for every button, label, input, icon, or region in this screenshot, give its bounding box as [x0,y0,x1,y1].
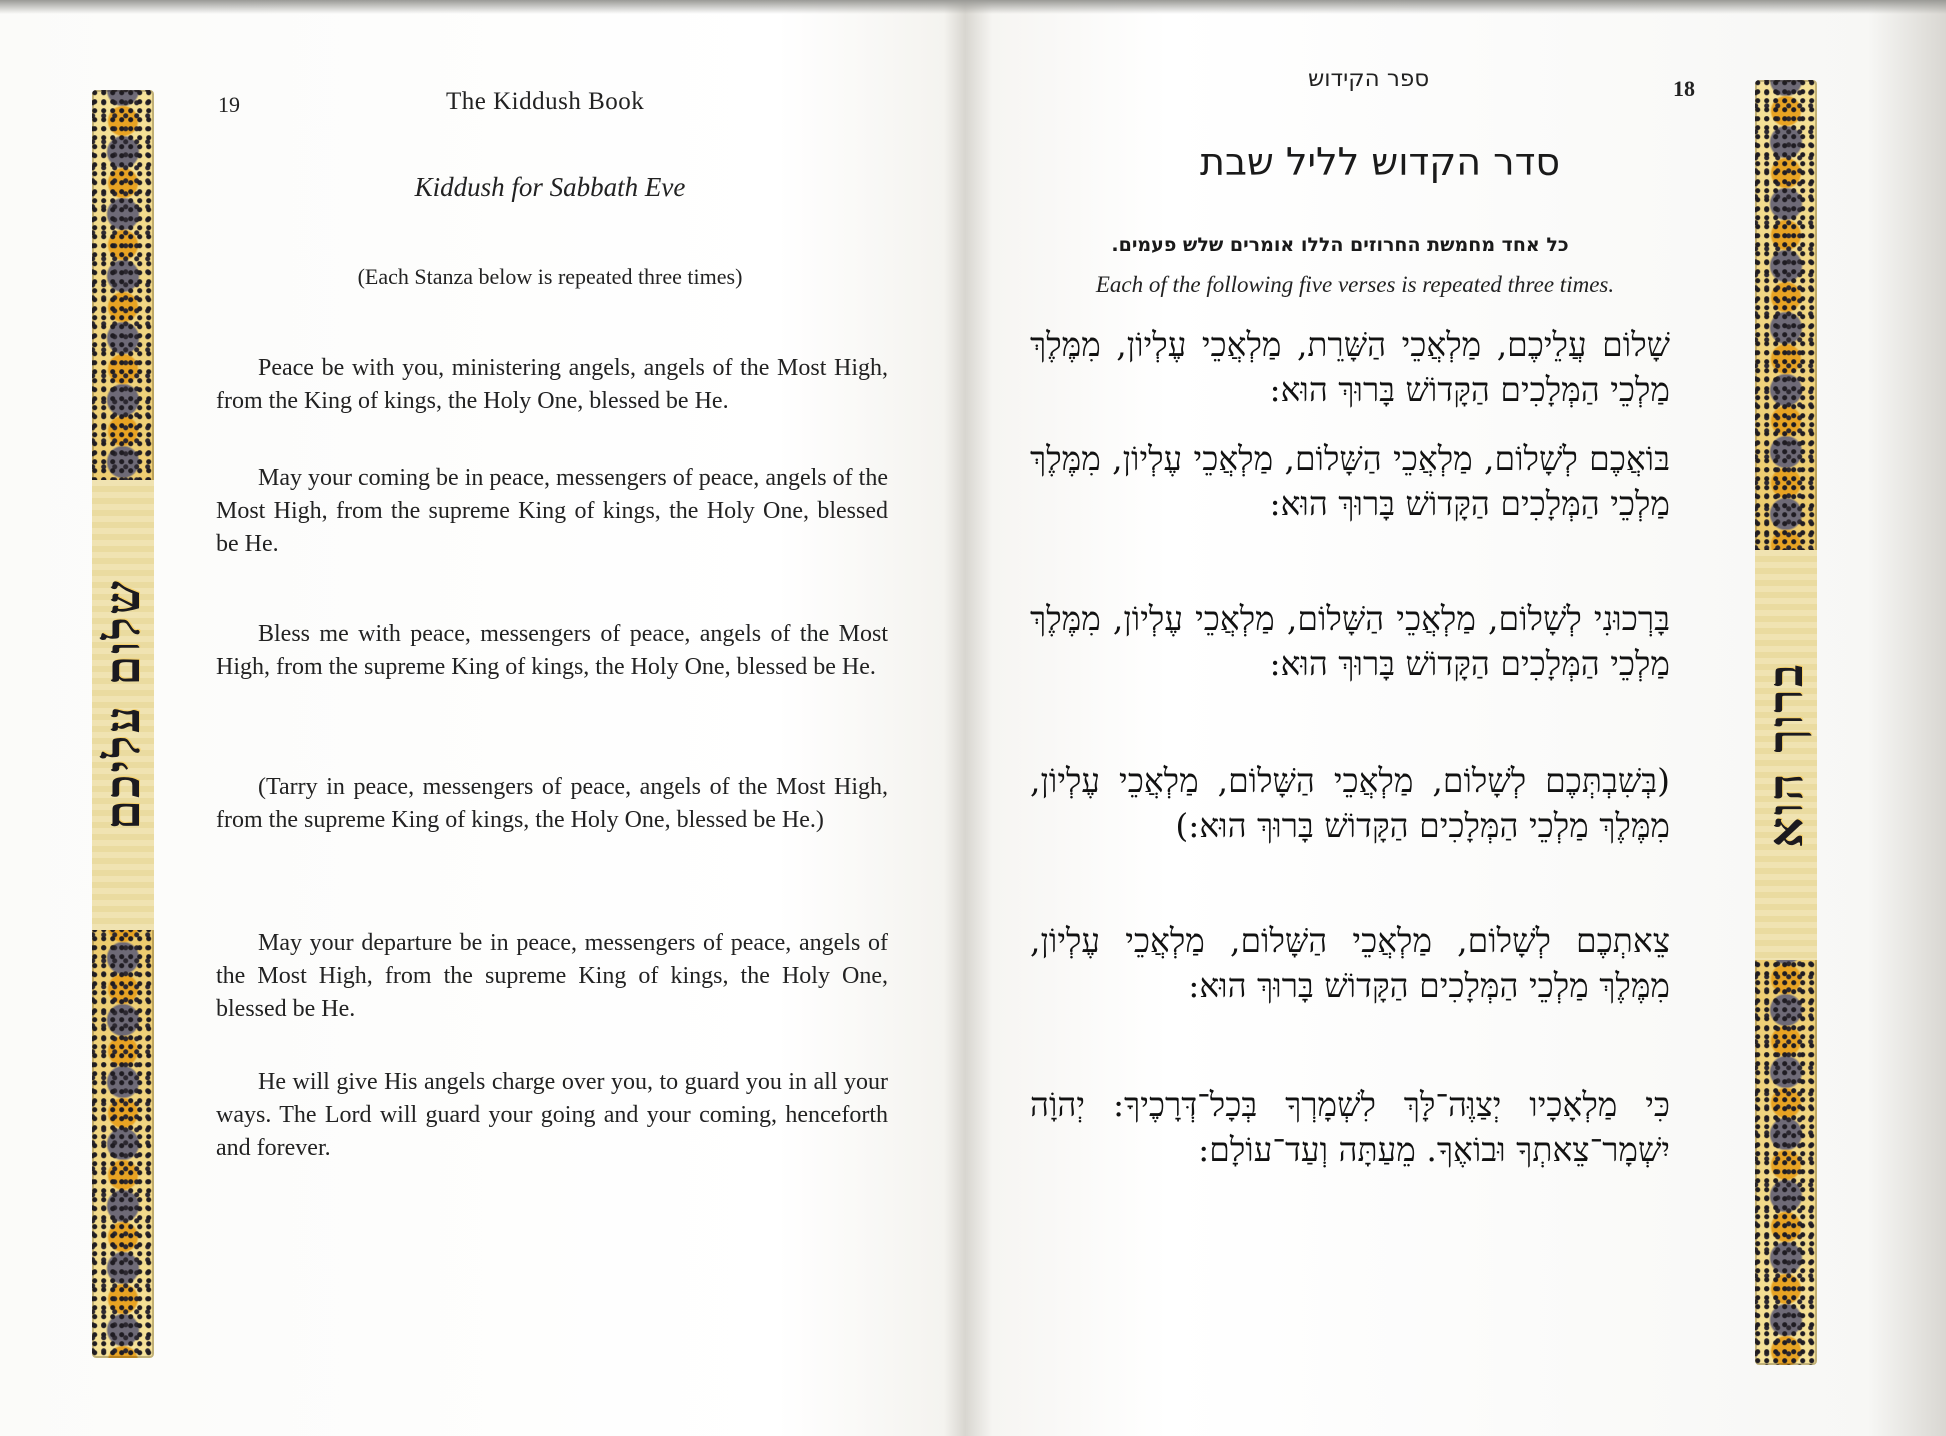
left-page-title: Kiddush for Sabbath Eve [414,172,686,202]
left-page-instruction: (Each Stanza below is repeated three times) [357,264,743,289]
left-page [0,0,965,1436]
stanza-5: May your departure be in peace, messengers of peace, angels of the Most High, from the supreme King of kings, the Holy One, blessed be He. [216,930,888,1022]
hebrew-verse-5: צֵאתְכֶם לְשָׁלוֹם, מַלְאֲכֵי הַשָּׁלוֹם, מַלְאֲכֵי עֶלְיוֹן, מִמֶּלֶךְ מַלְכֵי הַמְּלָכִים הַקָּדוֹשׁ בָּרוּךְ הוּא: [1030,921,1670,1005]
right-running-head: ספר הקידוש [1308,66,1430,92]
right-border-word: ברוך הוא [1755,550,1817,960]
hebrew-verse-6: כִּי מַלְאָכָיו יְצַוֶּה־לָּךְ לִשְׁמָרְךָ בְּכָל־דְּרָכֶיךָ: יְהוָֹה יִשְׁמָר־צֵאתְךָ וּבוֹאֶךָ. מֵעַתָּה וְעַד־עוֹלָם: [1030,1085,1670,1169]
stanza-2: May your coming be in peace, messengers of peace, angels of the Most High, from the supreme King of kings, the Holy One, blessed be He. [216,465,888,557]
right-instruction-hebrew: כל אחד מחמשת החרוזים הללו אומרים שלש פעמים. [1111,234,1569,256]
left-running-head: The Kiddush Book [446,88,645,115]
stanza-4: (Tarry in peace, messengers of peace, angels of the Most High, from the supreme King of kings, the Holy One, blessed be He.) [216,774,888,833]
stanza-1: Peace be with you, ministering angels, angels of the Most High, from the King of kings, the Holy One, blessed be He. [216,355,888,414]
left-page-number: 19 [218,92,240,117]
left-border-word: שלום עליכם [92,480,154,930]
hebrew-verse-4: (בְּשִׁבְתְּכֶם לְשָׁלוֹם, מַלְאֲכֵי הַשָּׁלוֹם, מַלְאֲכֵי עֶלְיוֹן, מִמֶּלֶךְ מַלְכֵי הַמְּלָכִים הַקָּדוֹשׁ בָּרוּךְ הוּא:) [1030,761,1670,845]
stanza-6: He will give His angels charge over you, to guard you in all your ways. The Lord will guard your going and your coming, henceforth and forever. [216,1069,888,1161]
right-page-number: 18 [1673,76,1695,101]
hebrew-verse-3: בָּרְכוּנִי לְשָׁלוֹם, מַלְאֲכֵי הַשָּׁלוֹם, מַלְאֲכֵי עֶלְיוֹן, מִמֶּלֶךְ מַלְכֵי הַמְּלָכִים הַקָּדוֹשׁ בָּרוּךְ הוּא: [1030,599,1670,683]
stanza-3: Bless me with peace, messengers of peace, angels of the Most High, from the supreme King of kings, the Holy One, blessed be He. [216,621,888,680]
hebrew-verse-1: שָׁלוֹם עֲלֵיכֶם, מַלְאֲכֵי הַשָּׁרֵת, מַלְאֲכֵי עֶלְיוֹן, מִמֶּלֶךְ מַלְכֵי הַמְּלָכִים הַקָּדוֹשׁ בָּרוּךְ הוּא: [1030,325,1670,409]
right-decorative-border [1755,80,1817,1365]
hebrew-verse-2: בּוֹאֲכֶם לְשָׁלוֹם, מַלְאֲכֵי הַשָּׁלוֹם, מַלְאֲכֵי עֶלְיוֹן, מִמֶּלֶךְ מַלְכֵי הַמְּלָכִים הַקָּדוֹשׁ בָּרוּךְ הוּא: [1030,439,1670,523]
right-instruction-english: Each of the following five verses is repeated three times. [1095,272,1615,297]
right-page-title: סדר הקדוש לליל שבת [1199,140,1561,184]
left-decorative-border [92,90,154,1358]
